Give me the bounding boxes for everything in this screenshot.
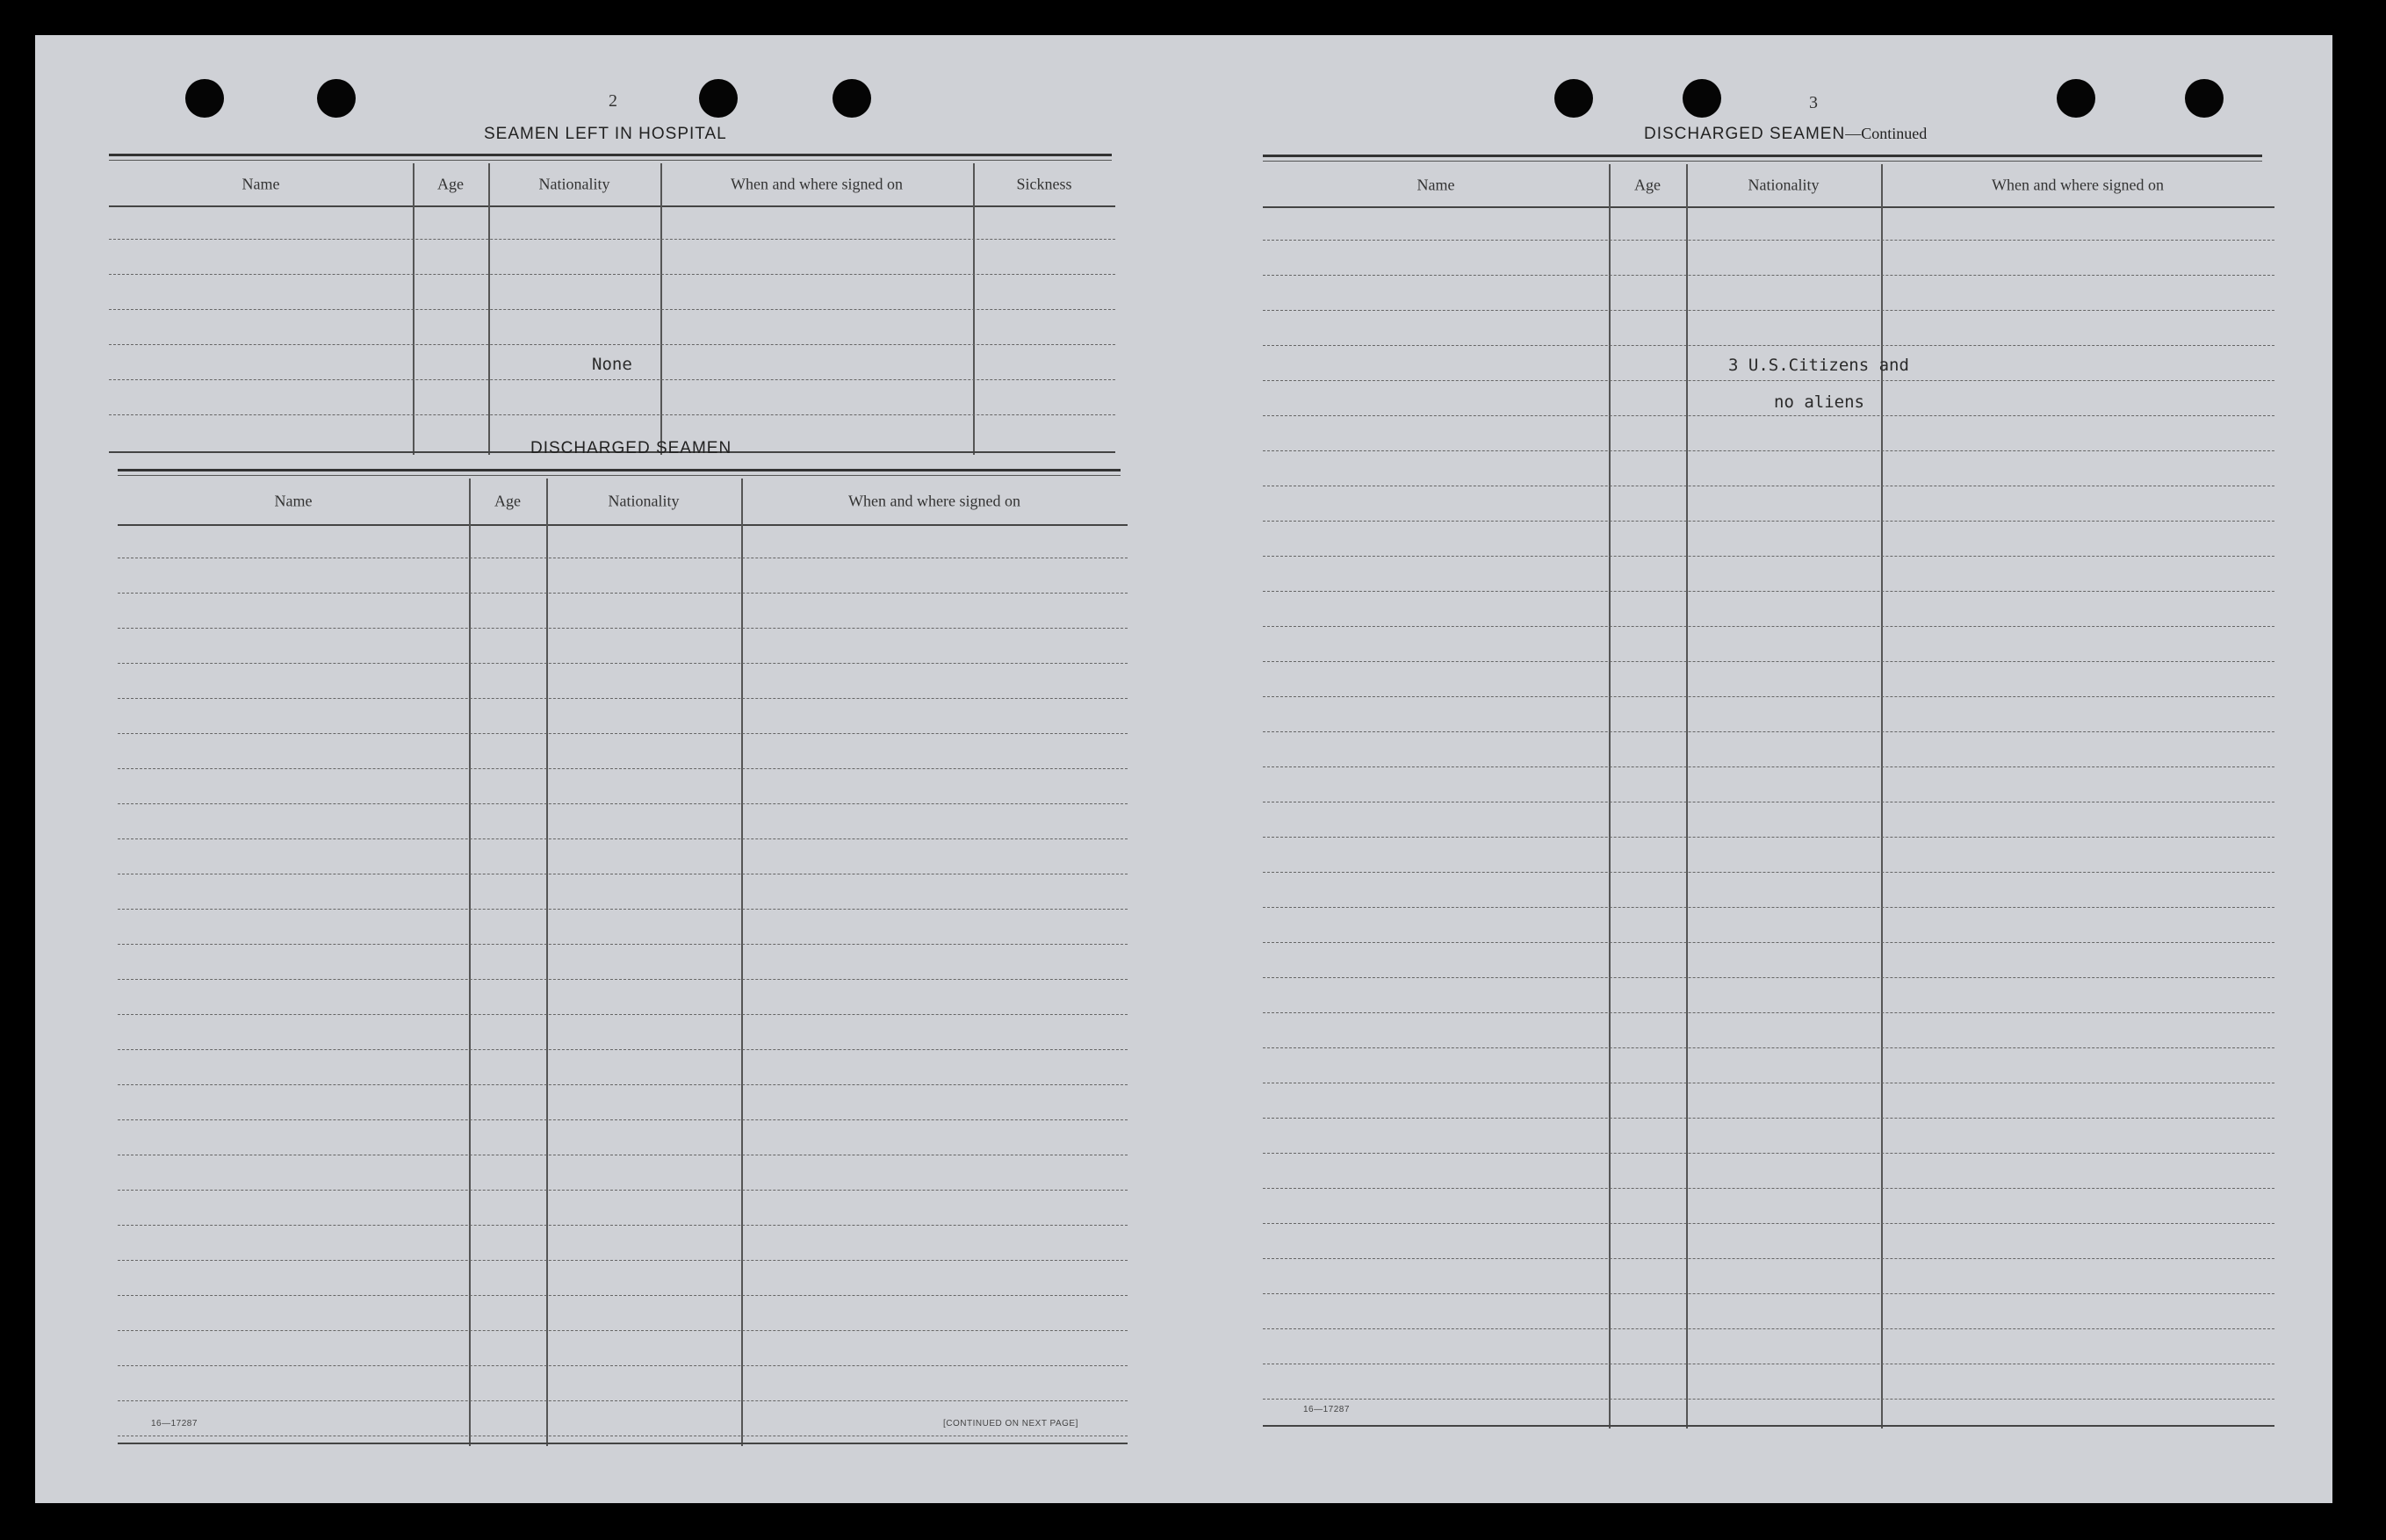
column-header-signed-on: When and where signed on <box>731 175 903 193</box>
table-row <box>1263 1364 2274 1400</box>
table-row <box>118 1260 1128 1296</box>
section-title-suffix: —Continued <box>1845 125 1928 142</box>
table-row <box>1263 942 2274 978</box>
discharged-table-left <box>118 479 1128 1446</box>
table-row <box>118 1365 1128 1401</box>
table-row <box>1263 731 2274 767</box>
table-row <box>1263 696 2274 732</box>
typed-entry-none: None <box>592 355 632 374</box>
left-page <box>35 35 1177 1503</box>
column-header-signed-on: When and where signed on <box>1992 176 2164 194</box>
table-row <box>109 309 1115 345</box>
continued-note: [CONTINUED ON NEXT PAGE] <box>943 1419 1078 1428</box>
table-row <box>1263 1223 2274 1259</box>
table-row <box>118 909 1128 945</box>
column-header-sickness: Sickness <box>1016 175 1072 193</box>
table-row <box>1263 1047 2274 1083</box>
column-header-age: Age <box>494 492 521 510</box>
table-row <box>118 874 1128 910</box>
section-rule <box>109 154 1112 161</box>
table-row <box>1263 1118 2274 1154</box>
form-number: 16—17287 <box>151 1419 198 1428</box>
table-row <box>1263 1258 2274 1294</box>
table-row <box>1263 1293 2274 1329</box>
table-row <box>118 733 1128 769</box>
column-header-signed-on: When and where signed on <box>848 492 1020 510</box>
column-header-name: Name <box>241 175 280 193</box>
table-row <box>118 698 1128 734</box>
hospital-section-title: SEAMEN LEFT IN HOSPITAL <box>484 125 727 143</box>
table-row <box>1263 802 2274 838</box>
table-row <box>118 1084 1128 1120</box>
table-row <box>1263 837 2274 873</box>
table-row <box>1263 872 2274 908</box>
table-row <box>1263 556 2274 592</box>
table-row <box>109 379 1115 415</box>
column-header-nationality: Nationality <box>608 492 680 510</box>
table-row <box>1263 1012 2274 1048</box>
table-row <box>1263 907 2274 943</box>
table-row <box>1263 591 2274 627</box>
discharged-section-title: DISCHARGED SEAMEN <box>530 439 732 457</box>
table-row <box>1263 1188 2274 1224</box>
table-row <box>1263 415 2274 451</box>
column-header-age: Age <box>1634 176 1661 194</box>
table-row <box>1263 766 2274 802</box>
table-row <box>1263 1083 2274 1119</box>
table-row <box>1263 450 2274 486</box>
typed-entry-aliens: no aliens <box>1774 392 1864 412</box>
typed-entry-citizens: 3 U.S.Citizens and <box>1728 356 1909 375</box>
discharged-table-right <box>1263 164 2274 1428</box>
table-row <box>1263 275 2274 311</box>
table-row <box>1263 486 2274 522</box>
table-row <box>1263 626 2274 662</box>
table-row <box>109 239 1115 275</box>
page-number: 2 <box>609 91 617 111</box>
table-row <box>118 1049 1128 1085</box>
table-row <box>1263 977 2274 1013</box>
table-row <box>118 558 1128 594</box>
column-header-name: Name <box>1416 176 1455 194</box>
form-number: 16—17287 <box>1303 1405 1350 1414</box>
table-row <box>118 628 1128 664</box>
table-row <box>118 803 1128 839</box>
section-rule <box>1263 155 2262 162</box>
table-row <box>118 979 1128 1015</box>
table-row <box>118 1014 1128 1050</box>
section-title-main: DISCHARGED SEAMEN <box>1644 125 1846 143</box>
table-row <box>118 1155 1128 1191</box>
table-row <box>1263 240 2274 276</box>
table-row <box>1263 521 2274 557</box>
table-row <box>118 1119 1128 1155</box>
table-row <box>118 593 1128 629</box>
table-row <box>1263 661 2274 697</box>
table-bottom-rule <box>1263 1425 2274 1427</box>
manifest-sheet <box>35 35 2332 1503</box>
table-row <box>118 663 1128 699</box>
table-row <box>109 274 1115 310</box>
table-row <box>1263 310 2274 346</box>
table-header <box>118 479 1128 526</box>
column-header-nationality: Nationality <box>1748 176 1820 194</box>
hospital-table <box>109 163 1115 455</box>
table-row <box>118 524 1128 558</box>
column-header-nationality: Nationality <box>538 175 610 193</box>
discharged-continued-title <box>1644 125 1927 144</box>
table-row <box>118 1225 1128 1261</box>
table-row <box>118 1295 1128 1331</box>
table-row <box>118 838 1128 874</box>
table-row <box>1263 1328 2274 1364</box>
column-header-age: Age <box>437 175 464 193</box>
table-row <box>109 205 1115 240</box>
table-row <box>118 1190 1128 1226</box>
table-row <box>1263 206 2274 241</box>
page-number: 3 <box>1809 93 1818 112</box>
table-row <box>1263 1153 2274 1189</box>
table-row <box>118 768 1128 804</box>
column-header-name: Name <box>274 492 313 510</box>
table-bottom-rule <box>118 1443 1128 1444</box>
table-header <box>109 163 1115 207</box>
table-row <box>118 944 1128 980</box>
right-page <box>1177 35 2332 1503</box>
table-row <box>118 1330 1128 1366</box>
section-rule <box>118 469 1121 476</box>
table-header <box>1263 164 2274 208</box>
table-row <box>1263 380 2274 416</box>
